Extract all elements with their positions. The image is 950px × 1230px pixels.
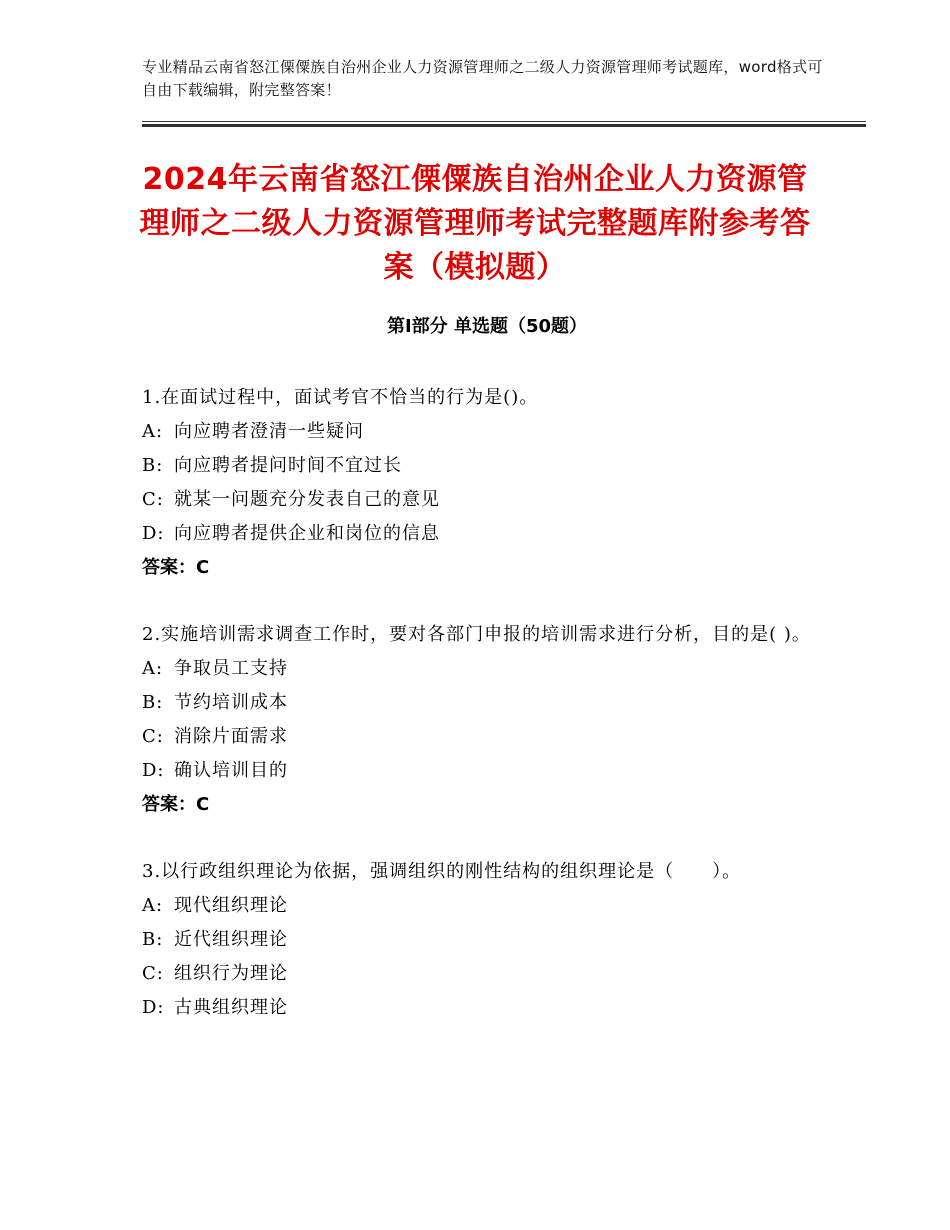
option-letter: B: [142,929,164,950]
option-letter: B: [142,455,164,476]
option-c [142,957,812,991]
option-letter: A: [142,421,164,442]
option-a [142,889,812,923]
answer: 答案：C [142,794,210,815]
question-stem: 1.在面试过程中，面试考官不恰当的行为是()。 [142,387,539,408]
option-d [142,754,812,788]
option-text: 争取员工支持 [174,658,288,679]
option-letter: D: [142,997,165,1018]
header-rule-thick [142,124,866,127]
option-letter: C: [142,726,164,747]
question-stem: 3.以行政组织理论为依据，强调组织的刚性结构的组织理论是（ ）。 [142,861,742,882]
question-3 [142,855,812,1025]
question-1 [142,381,812,585]
option-text: 现代组织理论 [174,895,288,916]
question-list [142,381,812,1058]
option-letter: C: [142,963,164,984]
question-stem: 2.实施培训需求调查工作时，要对各部门申报的培训需求进行分析，目的是( )。 [142,624,811,645]
option-text: 向应聘者提问时间不宜过长 [174,455,402,476]
header-note: 专业精品云南省怒江傈僳族自治州企业人力资源管理师之二级人力资源管理师考试题库，word格式可自由下载编辑，附完整答案！ [142,58,823,99]
option-d [142,991,812,1025]
option-text: 向应聘者提供企业和岗位的信息 [174,523,440,544]
option-letter: C: [142,489,164,510]
option-letter: A: [142,895,164,916]
option-text: 消除片面需求 [174,726,288,747]
option-text: 节约培训成本 [174,692,288,713]
option-d [142,517,812,551]
option-c [142,720,812,754]
option-b [142,686,812,720]
header-rule-thin [142,121,866,122]
answer: 答案：C [142,557,210,578]
option-letter: D: [142,523,165,544]
option-a [142,415,812,449]
document-title: 2024年云南省怒江傈僳族自治州企业人力资源管理师之二级人力资源管理师考试完整题库附参考答案（模拟题） [139,162,811,285]
option-b [142,449,812,483]
option-text: 向应聘者澄清一些疑问 [174,421,364,442]
option-letter: D: [142,760,165,781]
option-c [142,483,812,517]
option-b [142,923,812,957]
option-text: 就某一问题充分发表自己的意见 [174,489,440,510]
option-text: 古典组织理论 [174,997,288,1018]
option-text: 确认培训目的 [174,760,288,781]
option-a [142,652,812,686]
option-text: 近代组织理论 [174,929,288,950]
question-2 [142,618,812,822]
section-title: 第I部分 单选题（50题） [386,316,587,337]
option-letter: B: [142,692,164,713]
option-letter: A: [142,658,164,679]
option-text: 组织行为理论 [174,963,288,984]
